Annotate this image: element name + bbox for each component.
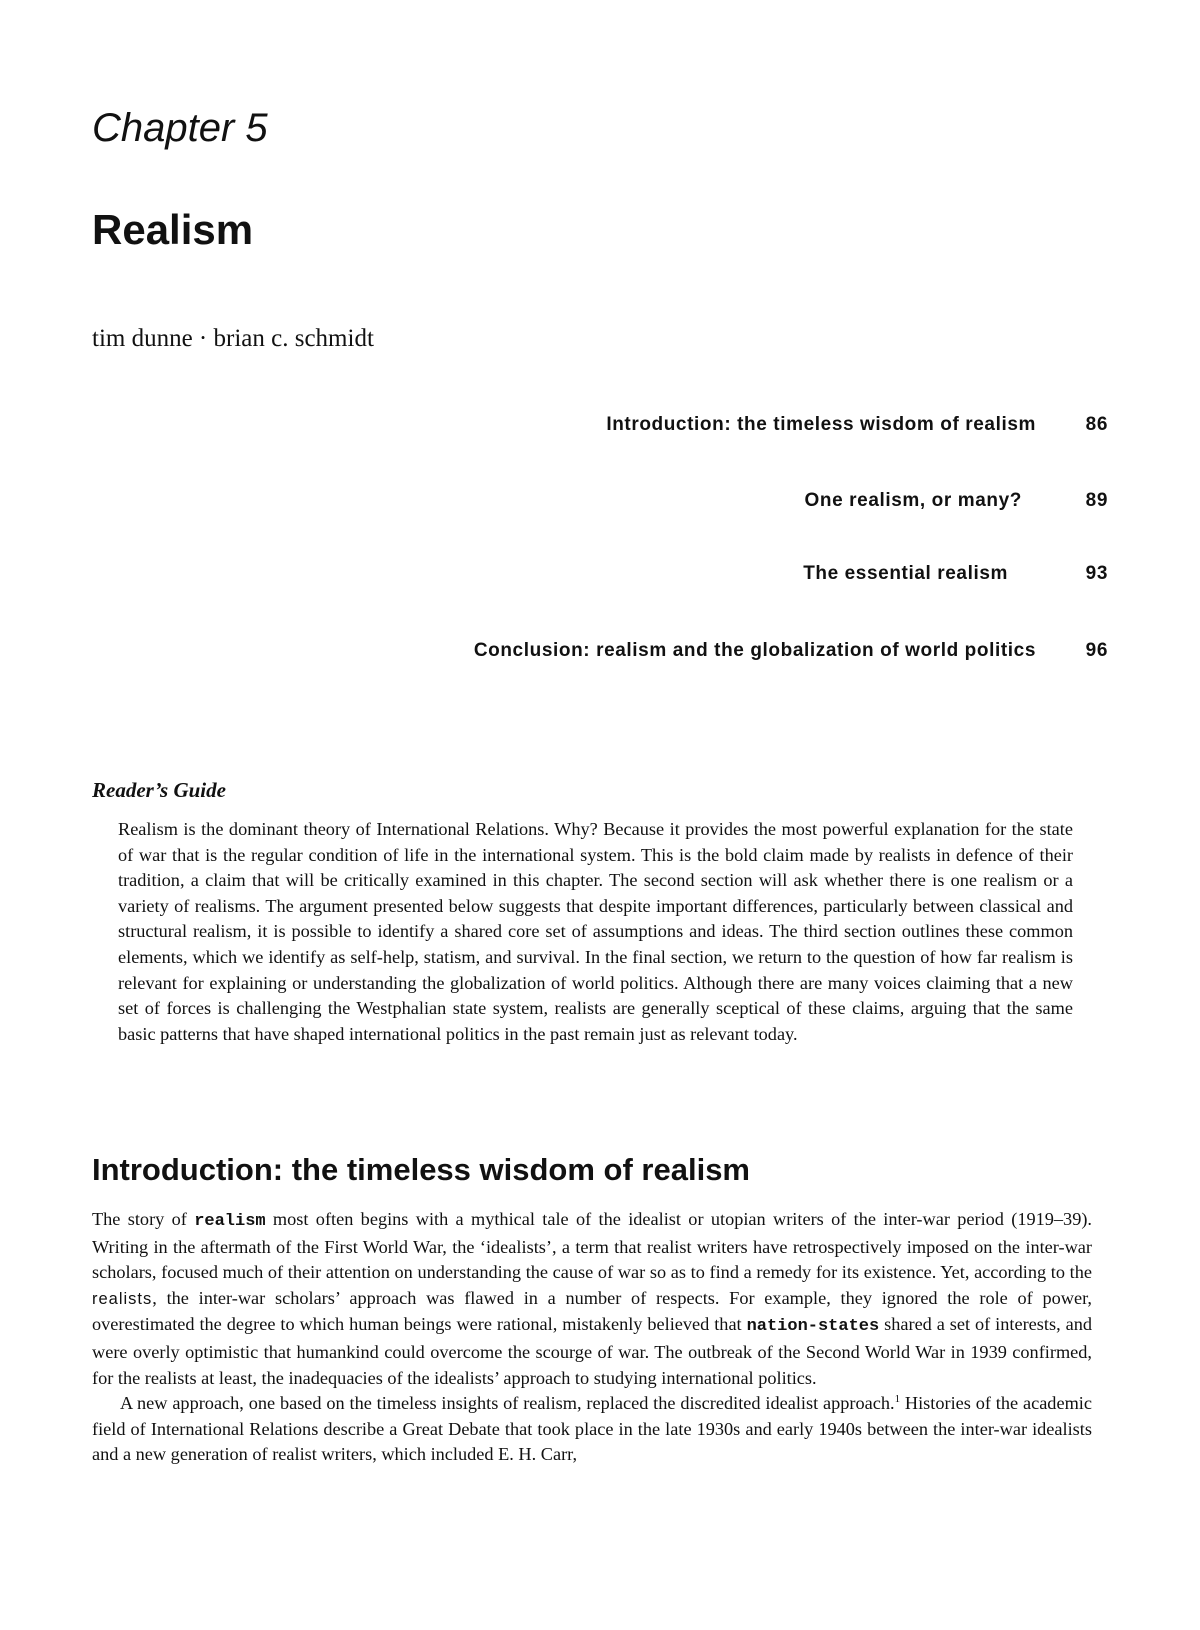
toc-entry-title: Conclusion: realism and the globalization of world politics: [473, 640, 1036, 661]
section-heading: Introduction: the timeless wisdom of realism: [92, 1152, 750, 1187]
readers-guide-text: Realism is the dominant theory of International Relations. Why? Because it provides the most powerful explanation for the state of war that is the regular condition of life in the international system. This is the bold claim made by realists in defence of their tradition, a claim that will be critically examined in this chapter. The second section will ask whether there is one realism or a variety of realisms. The argument presented below suggests that despite important differences, particularly between classical and structural realism, it is possible to identify a shared core set of assumptions and ideas. The third section outlines these common elements, which we identify as self-help, statism, and survival. In the final section, we return to the question of how far realism is relevant for explaining or understanding the globalization of world politics. Although there are many voices claiming that a new set of forces is challenging the Westphalian state system, realists are generally sceptical of these claims, arguing that the same basic patterns that have shaped international politics in the past remain just as relevant today.: [118, 819, 1073, 1044]
paragraph-text: , the inter-war scholars’ approach was flawed in a number of respects. For example, they ignored the role of power, overestimated the degree to which human beings were rational, mistakenly believed that: [92, 1287, 1092, 1335]
toc-entry-title: Introduction: the timeless wisdom of realism: [606, 414, 1036, 435]
paragraph-text: shared a set of interests, and were overly optimistic that humankind could overcome the scourge of war. The outbreak of the Second World War in 1939 confirmed, for the realists at least, the inadequacies of the idealists’ approach to studying international politics.: [92, 1314, 1092, 1388]
section-body: [92, 1207, 1092, 1468]
toc-entry-page: 89: [1085, 490, 1108, 511]
body-paragraph: [92, 1391, 1092, 1468]
readers-guide-heading: Reader’s Guide: [92, 778, 226, 802]
glossary-term[interactable]: realists: [92, 1289, 153, 1308]
glossary-term[interactable]: realism: [194, 1212, 266, 1231]
toc-entry[interactable]: [606, 414, 1108, 436]
toc-entry-page: 96: [1085, 640, 1108, 661]
paragraph-text: most often begins with a mythical tale of the idealist or utopian writers of the inter-war period (1919–39). Writing in the aftermath of the First World War, the ‘idealists’, a term that realist writers have retrospectively imposed on the inter-war scholars, focused much of their attention on understanding the cause of war so as to find a remedy for its existence. Yet, according to the: [92, 1209, 1092, 1283]
paragraph-text: Histories of the academic field of International Relations describe a Great Debate that took place in the late 1930s and early 1940s between the inter-war idealists and a new generation of realist writers, which included E. H. Carr,: [92, 1393, 1092, 1465]
paragraph-text: The story of: [92, 1209, 195, 1229]
chapter-title: Realism: [92, 206, 254, 253]
paragraph-text: A new approach, one based on the timeless insights of realism, replaced the discredited idealist approach.: [120, 1393, 895, 1414]
toc-entry[interactable]: [805, 490, 1108, 512]
body-paragraph: [92, 1207, 1092, 1391]
toc-entry-title: The essential realism: [803, 563, 1008, 584]
footnote-marker[interactable]: 1: [894, 1393, 901, 1406]
toc-entry-title: One realism, or many?: [804, 490, 1022, 511]
toc-entry[interactable]: [474, 640, 1108, 662]
glossary-term[interactable]: nation-states: [746, 1317, 880, 1337]
chapter-label: Chapter 5: [92, 106, 268, 150]
toc-entry-page: 86: [1085, 414, 1108, 435]
toc-entry[interactable]: [803, 563, 1108, 585]
toc-entry-page: 93: [1085, 563, 1108, 584]
chapter-authors: tim dunne · brian c. schmidt: [92, 325, 374, 352]
